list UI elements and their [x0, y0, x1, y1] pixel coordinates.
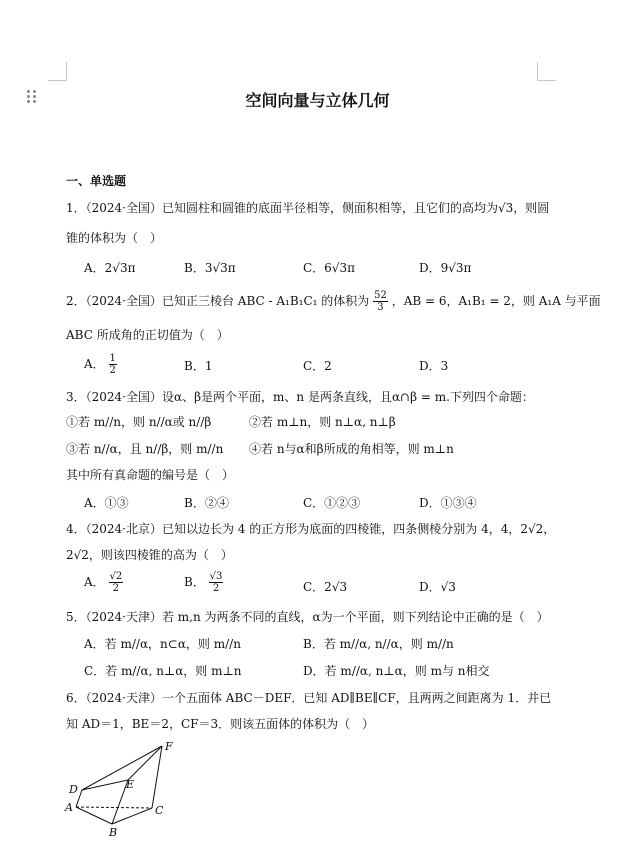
label-a: A — [65, 801, 73, 814]
page-corner-mark-left — [48, 62, 67, 81]
q2-stem-line1 — [66, 290, 601, 313]
q3-option-d: D．①③④ — [419, 496, 477, 510]
q3-option-c: C．①②③ — [303, 496, 361, 510]
label-c: C — [155, 804, 164, 817]
q2-volume-fraction — [373, 290, 388, 313]
q2-volume-denominator: 3 — [377, 302, 384, 313]
q2-option-a-label: A． — [84, 357, 105, 371]
q1-option-c: C．6√3π — [303, 261, 355, 275]
q3-proposition-2: ②若 m⊥n，则 n⊥α, n⊥β — [249, 415, 396, 429]
q2-stem-line2: ABC 所成角的正切值为（ ） — [66, 328, 229, 342]
q1-option-d: D．9√3π — [419, 261, 472, 275]
page-title: 空间向量与立体几何 — [245, 91, 390, 110]
label-e: E — [126, 778, 135, 791]
q3-proposition-3: ③若 n//α，且 n//β，则 m//n — [66, 442, 224, 456]
q5-option-c: C．若 m//α, n⊥α，则 m⊥n — [84, 664, 242, 678]
q3-option-a: A．①③ — [84, 496, 129, 510]
edge-bc — [112, 808, 152, 824]
q4-option-a-numerator: √2 — [109, 571, 123, 582]
q4-option-a — [84, 571, 123, 594]
edge-cf — [152, 746, 162, 808]
q3-stem-line4: 其中所有真命题的编号是（ ） — [66, 468, 235, 482]
q5-option-d: D．若 m//α, n⊥α，则 m与 n相交 — [303, 664, 490, 678]
q4-option-a-denominator: 2 — [112, 583, 120, 594]
q5-option-a: A．若 m//α，n⊂α，则 m//n — [84, 637, 241, 651]
label-d: D — [69, 783, 78, 796]
q1-stem-line1: 1．（2024·全国）已知圆柱和圆锥的底面半径相等，侧面积相等，且它们的高均为√3，则圆 — [66, 201, 550, 215]
q4-option-b-numerator: √3 — [209, 571, 223, 582]
q4-option-b-denominator: 2 — [212, 583, 220, 594]
q4-option-b-label: B． — [184, 575, 205, 589]
q2-option-d: D．3 — [419, 359, 449, 373]
q4-option-b-fraction — [209, 571, 224, 594]
edge-df — [82, 746, 162, 790]
q2-option-a-numerator: 1 — [109, 353, 116, 364]
q6-stem-line2: 知 AD＝1，BE＝2，CF＝3．则该五面体的体积为（ ） — [66, 717, 375, 731]
q3-proposition-1: ①若 m//n，则 n//α或 n//β — [66, 415, 212, 429]
q2-option-a-denominator: 2 — [109, 365, 116, 376]
q1-option-b: B．3√3π — [184, 261, 236, 275]
q3-stem-line1: 3．（2024·全国）设α、β是两个平面，m、n 是两条直线，且α∩β = m.下列四个命题： — [66, 390, 534, 404]
q4-option-c: C．2√3 — [303, 580, 348, 594]
q3-option-b: B．②④ — [184, 496, 229, 510]
q2-volume-numerator: 52 — [374, 290, 387, 301]
q4-option-a-label: A． — [84, 575, 105, 589]
q2-stem-post: ，AB = 6，A₁B₁ = 2，则 A₁A 与平面 — [391, 294, 601, 308]
q4-option-a-fraction — [109, 571, 124, 594]
q5-option-b: B．若 m//α, n//α，则 m//n — [303, 637, 454, 651]
q2-option-a-fraction — [109, 353, 117, 376]
q2-option-b: B．1 — [184, 359, 213, 373]
q6-stem-line1: 6．（2024·天津）一个五面体 ABC－DEF．已知 AD∥BE∥CF，且两两之间距离为 1．并已 — [66, 691, 552, 705]
q2-option-c: C．2 — [303, 359, 332, 373]
q1-stem-line2: 锥的体积为（ ） — [66, 231, 163, 245]
q3-proposition-4: ④若 n与α和β所成的角相等，则 m⊥n — [249, 442, 454, 456]
section-heading: 一、单选题 — [66, 174, 127, 188]
q1-option-a: A．2√3π — [84, 261, 136, 275]
edge-ab — [76, 807, 112, 824]
q2-stem-pre: 2．（2024·全国）已知正三棱台 ABC - A₁B₁C₁ 的体积为 — [66, 294, 370, 308]
q4-stem-line2: 2√2，则该四棱锥的高为（ ） — [66, 548, 233, 562]
q5-stem-line1: 5．（2024·天津）若 m,n 为两条不同的直线，α为一个平面，则下列结论中正确的是（ ） — [66, 610, 549, 624]
page-corner-mark-right — [537, 62, 556, 81]
edge-ac-hidden — [76, 807, 152, 808]
q6-pentahedron-figure — [60, 738, 190, 838]
edge-de — [82, 780, 128, 790]
q4-stem-line1: 4．（2024·北京）已知以边长为 4 的正方形为底面的四棱锥，四条侧棱分别为 4，4，2√2， — [66, 522, 556, 536]
q4-option-d: D．√3 — [419, 580, 456, 594]
q2-option-a — [84, 353, 117, 376]
label-b: B — [109, 826, 118, 838]
label-f: F — [165, 740, 173, 753]
q4-option-b — [184, 571, 223, 594]
